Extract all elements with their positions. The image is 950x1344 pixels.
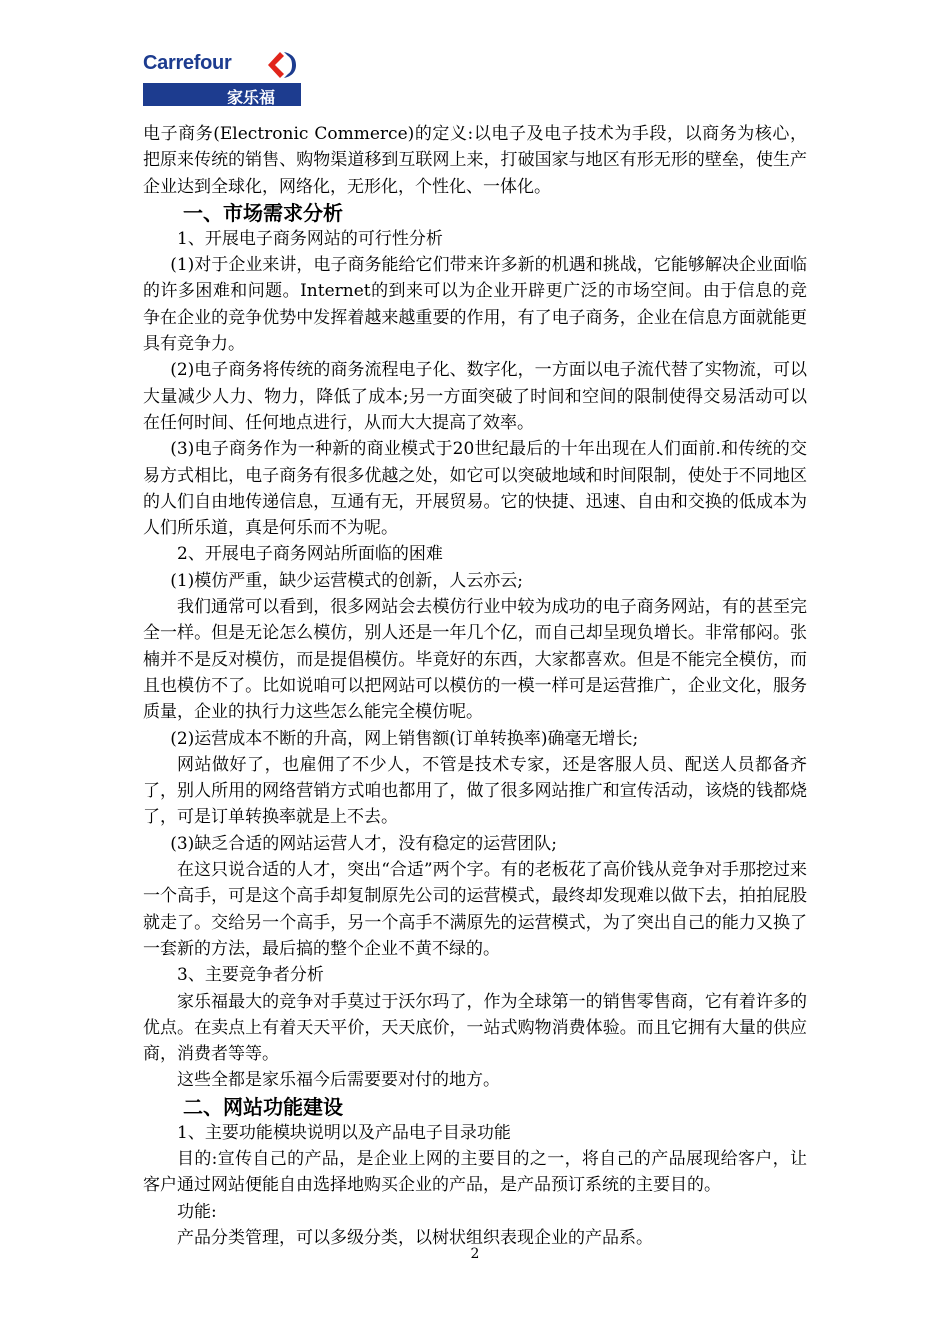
paragraph: 这些全都是家乐福今后需要要对付的地方。 — [177, 1070, 500, 1091]
logo-text: Carrefour — [143, 52, 232, 74]
logo-chinese-name: 家乐福 — [226, 88, 275, 107]
subheading-difficulties: 2、开展电子商务网站所面临的困难 — [177, 544, 443, 565]
paragraph: (2)电子商务将传统的商务流程电子化、数字化，一方面以电子流代替了实物流，可以大量减少人力、物力，降低了成本;另一方面突破了时间和空间的限制使得交易活动可以在任何时间、任何地点进行，从而大大提高了效率。 — [143, 360, 807, 433]
carrefour-mark-icon — [263, 50, 301, 80]
paragraph: 产品分类管理，可以多级分类，以树状组织表现企业的产品系。 — [177, 1227, 653, 1248]
paragraph: (3)电子商务作为一种新的商业模式于20世纪最后的十年出现在人们面前.和传统的交易方式相比，电子商务有很多优越之处，如它可以突破地域和时间限制，使处于不同地区的人们自由地传递信息，互通有无，开展贸易。它的快捷、迅速、自由和交换的低成本为人们所乐道，真是何乐而不为呢。 — [143, 439, 807, 539]
carrefour-logo — [143, 50, 301, 106]
subheading-modules: 1、主要功能模块说明以及产品电子目录功能 — [177, 1122, 511, 1143]
paragraph: (2)运营成本不断的升高，网上销售额(订单转换率)确毫无增长; — [170, 728, 639, 749]
page-number: 2 — [470, 1246, 480, 1262]
logo-bar — [143, 83, 301, 106]
intro-paragraph: 电子商务(Electronic Commerce)的定义:以电子及电子技术为手段，以商务为核心，把原来传统的销售、购物渠道移到互联网上来，打破国家与地区有形无形的壁垒，使生产企业达到全球化，网络化，无形化，个性化、一体化。 — [143, 124, 807, 197]
subheading-competitors: 3、主要竞争者分析 — [177, 965, 324, 986]
paragraph: 在这只说合适的人才，突出“合适”两个字。有的老板花了高价钱从竞争对手那挖过来一个高手，可是这个高手却复制原先公司的运营模式，最终却发现难以做下去，拍拍屁股就走了。交给另一个高手，另一个高手不满原先的运营模式，为了突出自己的能力又换了一套新的方法，最后搞的整个企业不黄不绿的。 — [143, 860, 807, 959]
section-heading-functions: 二、网站功能建设 — [183, 1094, 343, 1119]
paragraph: 网站做好了，也雇佣了不少人，不管是技术专家，还是客服人员、配送人员都备齐了，别人所用的网络营销方式咱也都用了，做了很多网站推广和宣传活动，该烧的钱都烧了，可是订单转换率就是上不去。 — [143, 754, 807, 828]
paragraph: 功能: — [177, 1201, 217, 1222]
document-body — [143, 121, 807, 1251]
subheading-feasibility: 1、开展电子商务网站的可行性分析 — [177, 228, 443, 249]
paragraph: 我们通常可以看到，很多网站会去模仿行业中较为成功的电子商务网站，有的甚至完全一样。但是无论怎么模仿，别人还是一年几个亿，而自己却呈现负增长。非常郁闷。张楠并不是反对模仿，而是提倡模仿。毕竟好的东西，大家都喜欢。但是不能完全模仿，而且也模仿不了。比如说咱可以把网站可以模仿的一模一样可是运营推广，企业文化，服务质量，企业的执行力这些怎么能完全模仿呢。 — [143, 597, 807, 723]
paragraph: (1)模仿严重，缺少运营模式的创新，人云亦云; — [170, 570, 523, 591]
paragraph: 家乐福最大的竞争对手莫过于沃尔玛了，作为全球第一的销售零售商，它有着许多的优点。在卖点上有着天天平价，天天底价，一站式购物消费体验。而且它拥有大量的供应商，消费者等等。 — [143, 991, 807, 1065]
paragraph: (1)对于企业来讲，电子商务能给它们带来许多新的机遇和挑战，它能够解决企业面临的许多困难和问题。Internet的到来可以为企业开辟更广泛的市场空间。由于信息的竞争在企业的竞争优势中发挥着越来越重要的作用，有了电子商务，企业在信息方面就能更具有竞争力。 — [143, 255, 807, 355]
paragraph: 目的:宣传自己的产品，是企业上网的主要目的之一，将自己的产品展现给客户，让客户通过网站便能自由选择地购买企业的产品，是产品预订系统的主要目的。 — [143, 1148, 807, 1196]
section-heading-market: 一、市场需求分析 — [183, 200, 343, 225]
paragraph: (3)缺乏合适的网站运营人才，没有稳定的运营团队; — [170, 833, 557, 854]
